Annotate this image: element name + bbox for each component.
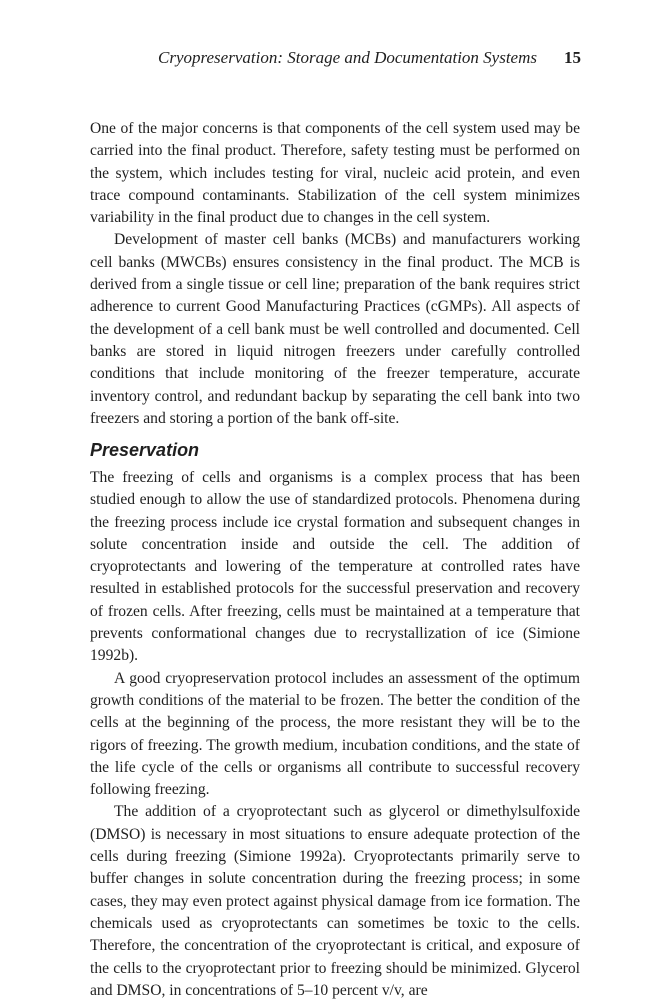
body-text-top	[90, 118, 580, 430]
running-header	[90, 48, 581, 74]
paragraph: A good cryopreservation protocol includes an assessment of the optimum growth conditions of the material to be frozen. The better the condition of the cells at the beginning of the process, the more resistant they will be to the rigors of freezing. The growth medium, incubation conditions, and the state of the life cycle of the cells or organisms all contribute to successful recovery following freezing.	[90, 669, 580, 799]
paragraph: Development of master cell banks (MCBs) and manufacturers working cell banks (MWCBs) ensures consistency in the final product. The MCB is derived from a single tissue or cell line; preparation of the bank requires strict adherence to current Good Manufacturing Practices (cGMPs). All aspects of the development of a cell bank must be well controlled and documented. Cell banks are stored in liquid nitrogen freezers under carefully controlled conditions that include monitoring of the freezer temperature, accurate inventory control, and redundant backup by separating the cell bank into two freezers and storing a portion of the bank off-site.	[90, 231, 580, 427]
paragraph: One of the major concerns is that components of the cell system used may be carried into the final product. Therefore, safety testing must be performed on the system, which includes testing for viral, nucleic acid protein, and even trace compound contaminants. Stabilization of the cell system minimizes variability in the final product due to changes in the cell system.	[90, 120, 580, 227]
body-text-preservation	[90, 467, 580, 1002]
section-heading: Preservation	[90, 440, 200, 460]
running-header-title: Cryopreservation: Storage and Documentation Systems	[158, 48, 537, 67]
paragraph: The addition of a cryoprotectant such as glycerol or dimethylsulfoxide (DMSO) is necessary in most situations to ensure adequate protection of the cells during freezing (Simione 1992a). Cryoprotectants primarily serve to buffer changes in solute concentration during the freezing process; in some cases, they may even protect against physical damage from ice formation. The chemicals used as cryoprotectants can sometimes be toxic to the cells. Therefore, the concentration of the cryoprotectant is critical, and exposure of the cells to the cryoprotectant prior to freezing should be minimized. Glycerol and DMSO, in concentrations of 5–10 percent v/v, are	[90, 803, 580, 999]
paragraph: The freezing of cells and organisms is a complex process that has been studied enough to allow the use of standardized protocols. Phenomena during the freezing process include ice crystal formation and subsequent changes in solute concentration inside and outside the cell. The addition of cryoprotectants and lowering of the temperature at controlled rates have resulted in established protocols for the successful preservation and recovery of frozen cells. After freezing, cells must be maintained at a temperature that prevents conformational changes due to recrystallization of ice (Simione 1992b).	[90, 469, 580, 665]
page-number: 15	[564, 48, 581, 67]
